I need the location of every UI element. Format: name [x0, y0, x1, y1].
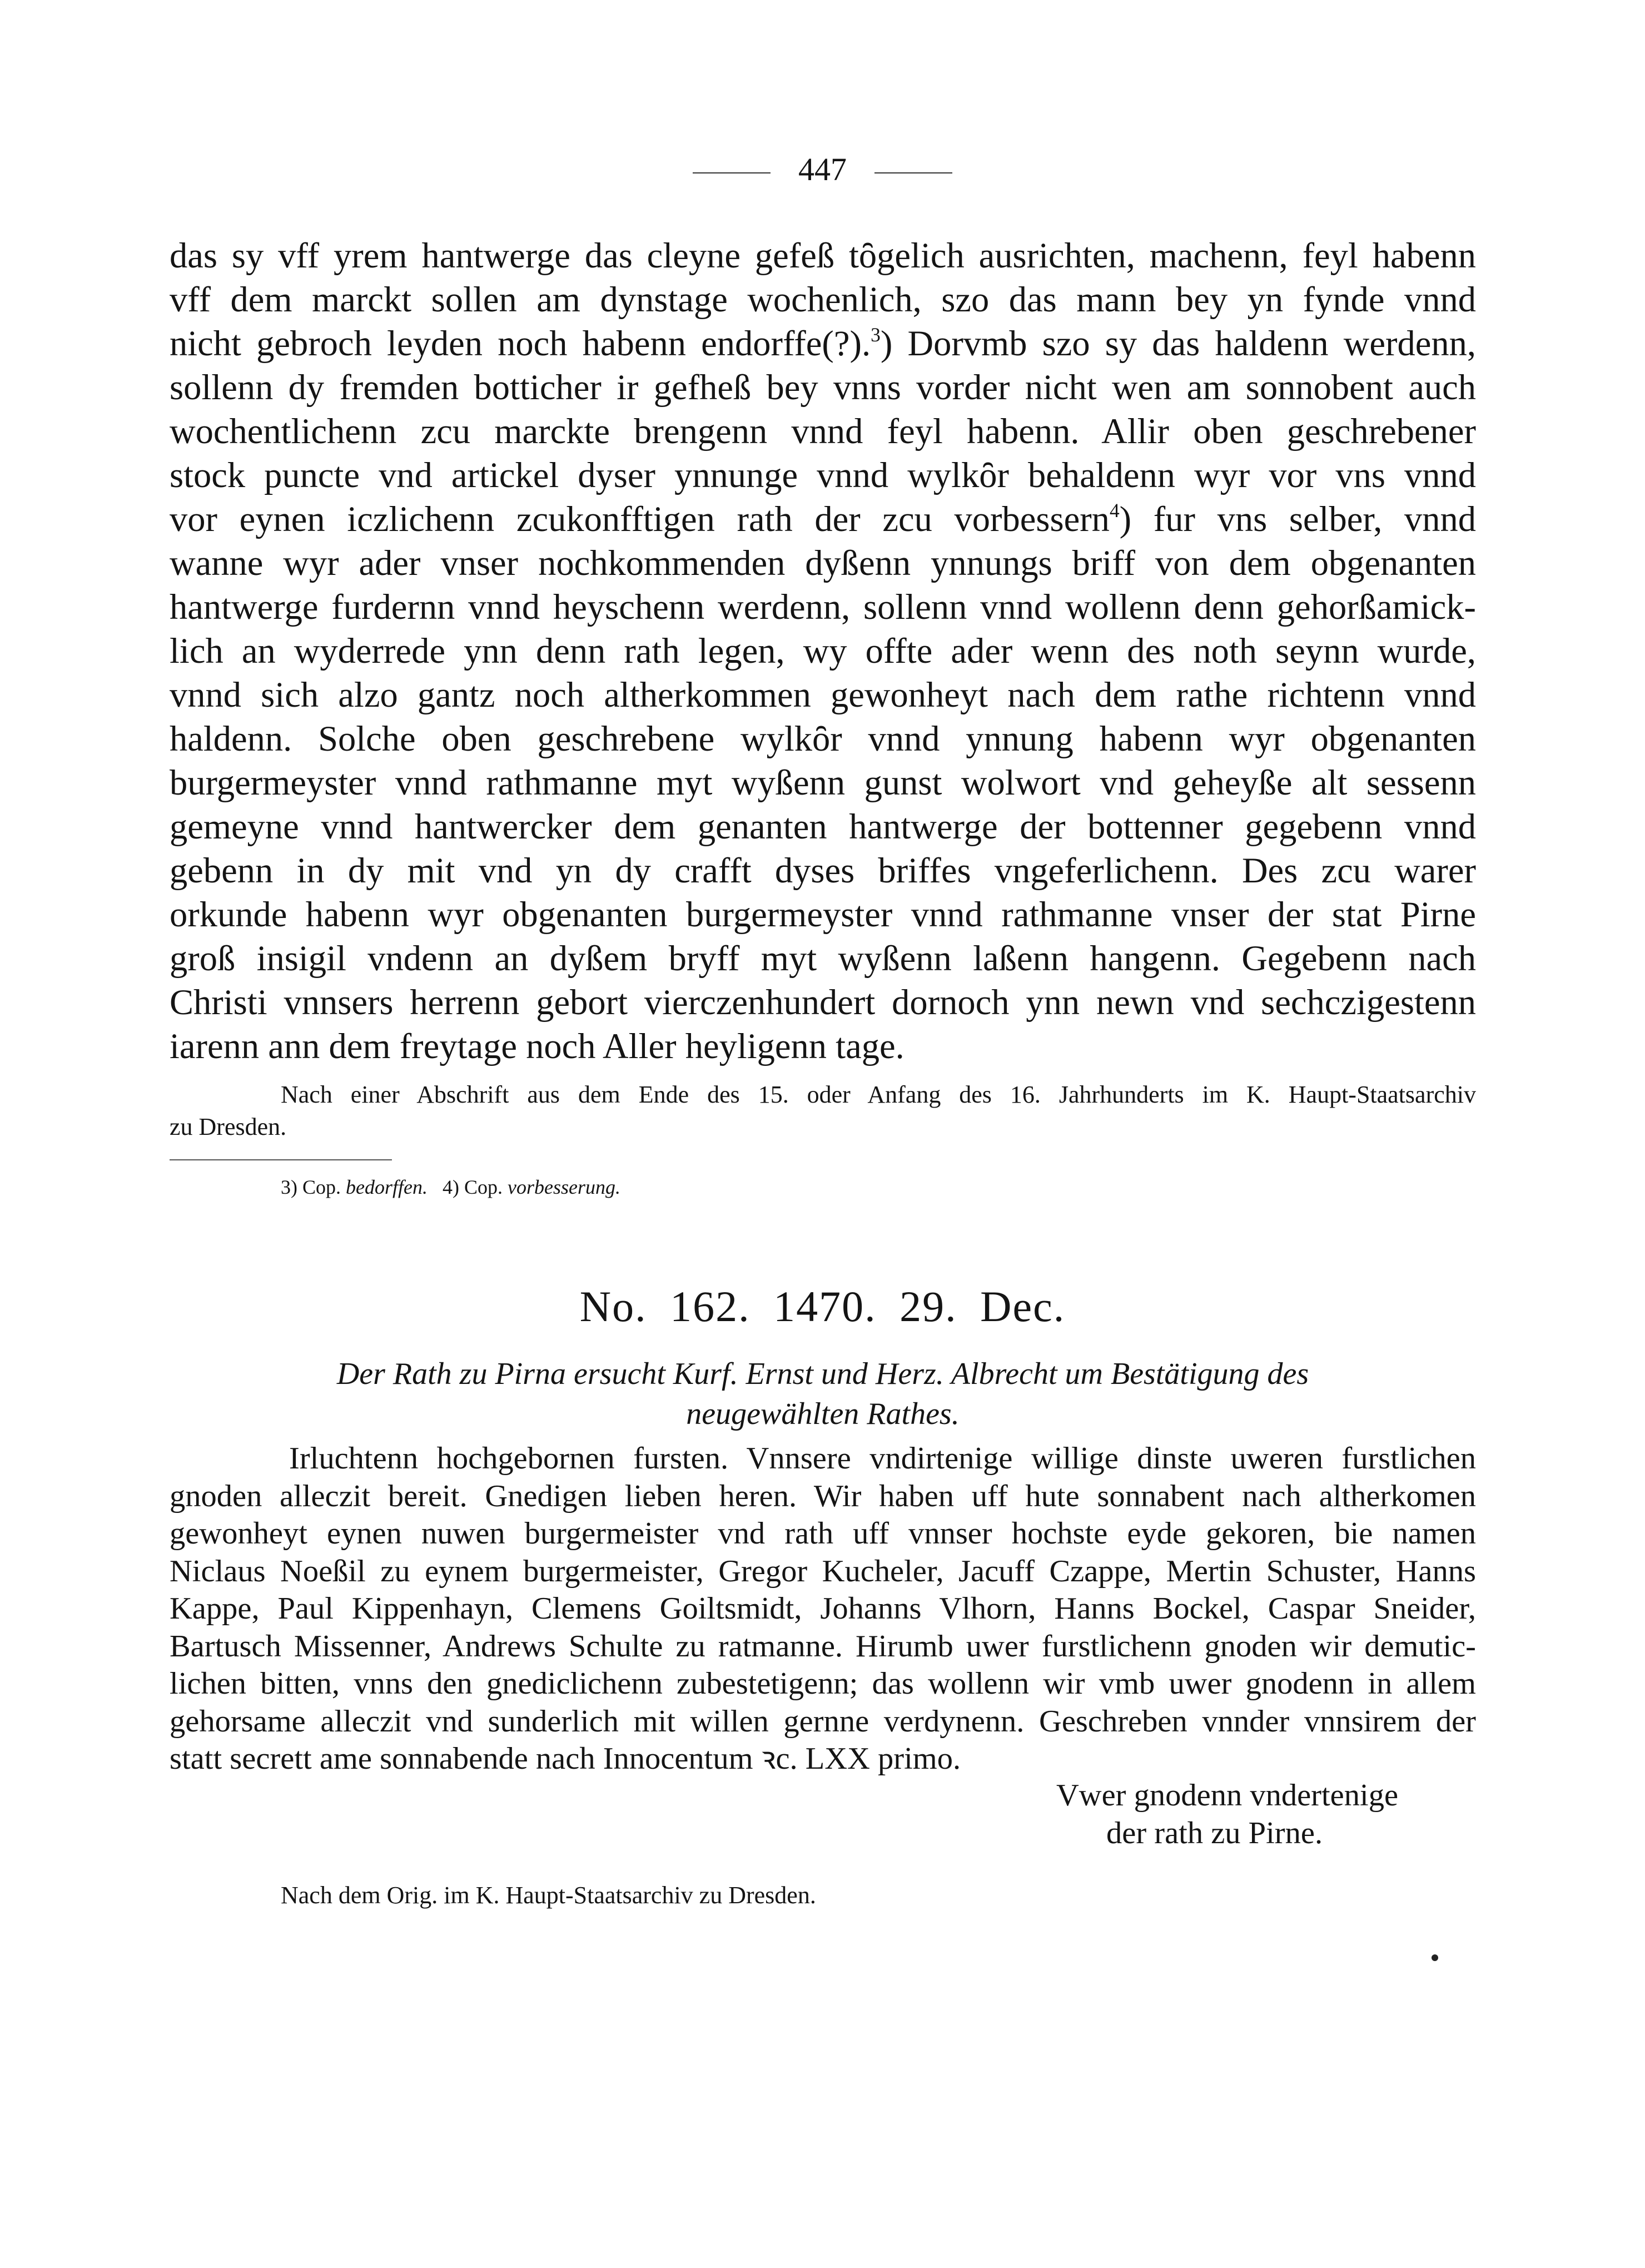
text-line: haldenn. Solche oben geschrebene wylkȏr vnnd ynnung habenn wyr obgenanten: [170, 719, 1476, 758]
page-header: [0, 150, 1645, 189]
text-line: wanne wyr ader vnser nochkommenden dyßenn ynnungs briff von dem obgenanten: [170, 543, 1476, 583]
text-line: Christi vnnsers herrenn gebort vierczenhundert dornoch ynn newn vnd sechczigestenn: [170, 982, 1476, 1022]
text-line: gebenn in dy mit vnd yn dy crafft dyses briffes vngeferlichenn. Des zcu warer: [170, 851, 1476, 890]
text-line: groß insigil vndenn an dyßem bryff myt wyßenn laßenn hangenn. Gegebenn nach: [170, 939, 1476, 978]
footnote-4-text: vorbesserung.: [507, 1176, 620, 1198]
letter-line: statt secrett ame sonnabende nach Innocentum ꝛc. LXX primo.: [170, 1741, 961, 1776]
text-line: iarenn ann dem freytage noch Aller heyligenn tage.: [170, 1026, 904, 1066]
summary-line: Der Rath zu Pirna ersucht Kurf. Ernst und Herz. Albrecht um Bestätigung des: [336, 1357, 1309, 1391]
page-number: 447: [798, 151, 847, 187]
signature-line: Vwer gnodenn vndertenige: [1056, 1778, 1399, 1813]
ink-speck: [1432, 1954, 1438, 1961]
text-line: stock puncte vnd artickel dyser ynnunge vnnd wylkȏr behaldenn wyr vor vns vnnd: [170, 455, 1476, 495]
text-line: gemeyne vnnd hantwercker dem genanten hantwerge der bottenner gegebenn vnnd: [170, 807, 1476, 846]
text-line: das sy vff yrem hantwerge das cleyne gefeß tȏgelich ausrichten, machenn, feyl habenn: [170, 236, 1476, 275]
footnote-ref: 4: [1109, 499, 1120, 522]
summary-line: neugewählten Rathes.: [686, 1397, 960, 1431]
document-summary: [267, 1354, 1379, 1434]
footnote-4-label: 4) Cop.: [442, 1176, 503, 1198]
signature-line: der rath zu Pirne.: [1106, 1816, 1323, 1850]
header-rule-left: [693, 172, 771, 173]
document-heading: No. 162. 1470. 29. Dec.: [579, 1282, 1066, 1331]
letter-line: Niclaus Noeßil zu eynem burgermeister, Gregor Kucheler, Jacuff Czappe, Mertin Schuster, Hanns: [170, 1554, 1476, 1589]
text-line: vnnd sich alzo gantz noch altherkommen gewonheyt nach dem rathe richtenn vnnd: [170, 675, 1476, 714]
text-line-part: vor eynen iczlichenn zcukonfftigen rath der zcu vorbessern: [170, 499, 1110, 539]
text-line-part: ) fur vns selber, vnnd: [1119, 499, 1476, 539]
header-rule-right: [874, 172, 952, 173]
letter-line: Irluchtenn hochgebornen fursten. Vnnsere vndirtenige willige dinste uweren furstlichen: [289, 1441, 1476, 1476]
text-line: wochentlichenn zcu marckte brengenn vnnd feyl habenn. Allir oben geschrebener: [170, 411, 1476, 451]
footnote-divider: [170, 1159, 392, 1160]
letter-line: Bartusch Missenner, Andrews Schulte zu ratmanne. Hirumb uwer furstlichenn gnoden wir demutic-: [170, 1629, 1476, 1664]
letter-source-note: Nach dem Orig. im K. Haupt-Staatsarchiv zu Dresden.: [281, 1882, 816, 1909]
text-line-part: nicht gebroch leyden noch habenn endorffe(?).: [170, 324, 871, 363]
letter-line: lichen bitten, vnns den gnediclichenn zubestetigenn; das wollenn wir vmb uwer gnodenn in allem: [170, 1666, 1476, 1701]
text-line: [170, 321, 1476, 365]
letter-line: gewonheyt eynen nuwen burgermeister vnd rath uff vnnser hochste eyde gekoren, bie namen: [170, 1516, 1476, 1551]
text-line: hantwerge furdernn vnnd heyschenn werdenn, sollenn vnnd wollenn denn gehorßamick-: [170, 587, 1476, 627]
source-note-line: Nach einer Abschrift aus dem Ende des 15. oder Anfang des 16. Jahrhunderts im K. Haupt-Staatsarchiv: [281, 1081, 1476, 1108]
main-text: [170, 234, 1476, 1068]
footnote-ref: 3: [871, 324, 881, 346]
footnote-3-label: 3) Cop.: [281, 1176, 341, 1198]
letter-text: [170, 1440, 1476, 1778]
footnote-3-text: bedorffen.: [346, 1176, 428, 1198]
text-line: orkunde habenn wyr obgenanten burgermeyster vnnd rathmanne vnser der stat Pirne: [170, 895, 1476, 934]
footnotes: [281, 1173, 620, 1201]
letter-line: Kappe, Paul Kippenhayn, Clemens Goiltsmidt, Johanns Vlhorn, Hanns Bockel, Caspar Sneider,: [170, 1591, 1476, 1626]
text-line: lich an wyderrede ynn denn rath legen, wy offte ader wenn des noth seynn wurde,: [170, 631, 1476, 671]
text-line-part: ) Dorvmb szo sy das haldenn werdenn,: [880, 324, 1476, 363]
signature: [1056, 1776, 1398, 1852]
text-line: vff dem marckt sollen am dynstage wochenlich, szo das mann bey yn fynde vnnd: [170, 280, 1476, 319]
text-line: burgermeyster vnnd rathmanne myt wyßenn gunst wolwort vnd geheyße alt sessenn: [170, 763, 1476, 802]
text-line: sollenn dy fremden botticher ir gefheß bey vnns vorder nicht wen am sonnobent auch: [170, 368, 1476, 407]
letter-line: gnoden alleczit bereit. Gnedigen lieben heren. Wir haben uff hute sonnabent nach altherkomen: [170, 1478, 1476, 1513]
letter-line: gehorsame alleczit vnd sunderlich mit willen gernne verdynenn. Geschreben vnnder vnnsirem der: [170, 1704, 1476, 1739]
source-note-line: zu Dresden.: [170, 1113, 287, 1140]
text-line: [170, 497, 1476, 541]
source-note: [170, 1079, 1476, 1143]
